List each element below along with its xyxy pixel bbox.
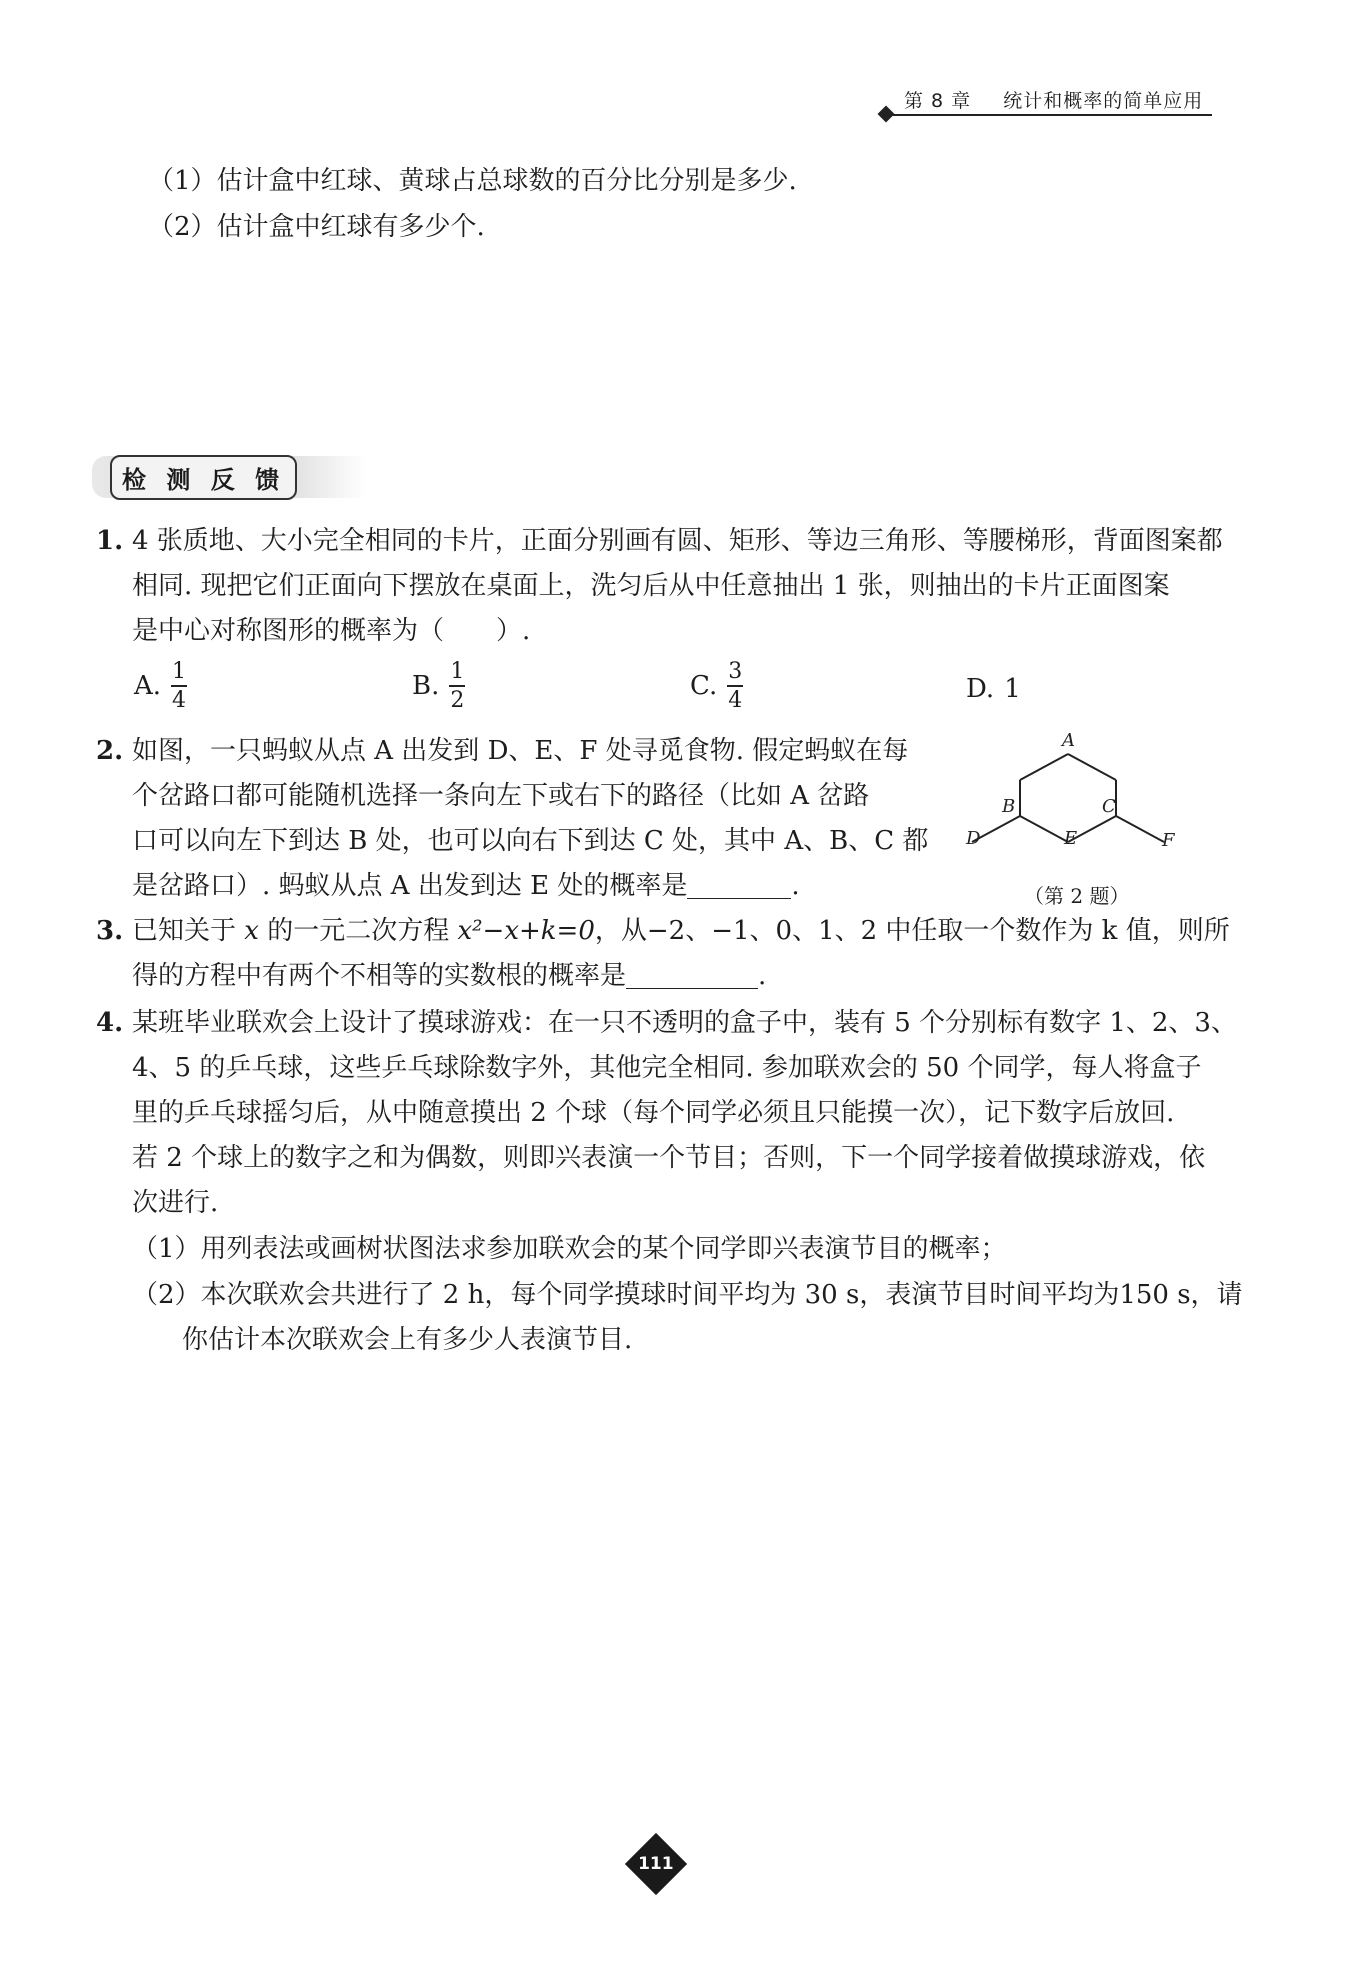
answer-blank[interactable] (687, 898, 791, 899)
q2-line-4: 是岔路口）. 蚂蚁从点 A 出发到达 E 处的概率是 . (132, 871, 800, 901)
q4-number: 4. (96, 1008, 124, 1038)
q3-line-1: 已知关于 x 的一元二次方程 x²−x+k=0，从−2、−1、0、1、2 中任取一个数作为 k 值，则所 (132, 916, 1230, 946)
q2-line-1: 如图，一只蚂蚁从点 A 出发到 D、E、F 处寻觅食物. 假定蚂蚁在每 (132, 736, 909, 766)
continuation-q1: （1）估计盒中红球、黄球占总球数的百分比分别是多少. (148, 166, 797, 196)
section-badge (92, 456, 366, 498)
page-number-badge (625, 1833, 687, 1895)
q2-line-3: 口可以向左下到达 B 处，也可以向右下到达 C 处，其中 A、B、C 都 (132, 826, 929, 856)
label-e: E (1064, 828, 1078, 849)
q1-line-3: 是中心对称图形的概率为（ ）. (132, 616, 531, 646)
q1-line-1: 4 张质地、大小完全相同的卡片，正面分别画有圆、矩形、等边三角形、等腰梯形，背面图案都 (132, 526, 1223, 556)
q1-number: 1. (96, 526, 124, 556)
label-b: B (1002, 796, 1016, 817)
q1-option-a: A. $\frac{1}{4}$ (134, 659, 187, 713)
label-c: C (1102, 796, 1116, 817)
continuation-q2: （2）估计盒中红球有多少个. (148, 212, 485, 242)
label-a: A (1062, 730, 1075, 751)
fraction: $\frac{1}{2}$ (450, 659, 465, 713)
q4-line-1: 某班毕业联欢会上设计了摸球游戏：在一只不透明的盒子中，装有 5 个分别标有数字 1、2、3、 (132, 1008, 1237, 1038)
q2-line-2: 个岔路口都可能随机选择一条向左下或右下的路径（比如 A 岔路 (132, 781, 870, 811)
header-diamond-icon (878, 106, 895, 123)
q1-option-c: C. $\frac{3}{4}$ (690, 659, 743, 713)
fraction: $\frac{3}{4}$ (728, 659, 743, 713)
answer-blank[interactable] (626, 988, 758, 989)
q3-number: 3. (96, 916, 124, 946)
chapter-title: 统计和概率的简单应用 (1003, 90, 1204, 112)
fraction: $\frac{1}{4}$ (172, 659, 187, 713)
q2-number: 2. (96, 736, 124, 766)
chapter-header (904, 86, 1203, 113)
chapter-number: 第 8 章 (904, 90, 972, 112)
label-f: F (1162, 830, 1175, 851)
q1-option-d: D. 1 (966, 674, 1021, 704)
section-title: 检 测 反 馈 (110, 455, 297, 500)
q1-line-2: 相同. 现把它们正面向下摆放在桌面上，洗匀后从中任意抽出 1 张，则抽出的卡片正面图案 (132, 571, 1170, 601)
label-d: D (966, 828, 981, 849)
q1-option-b: B. $\frac{1}{2}$ (412, 659, 465, 713)
q4-sub-2-line-2: 你估计本次联欢会上有多少人表演节目. (182, 1325, 633, 1355)
q2-path-figure (950, 720, 1190, 860)
header-rule (888, 114, 1212, 116)
q4-sub-1: （1）用列表法或画树状图法求参加联欢会的某个同学即兴表演节目的概率； (132, 1234, 1007, 1264)
q4-line-4: 若 2 个球上的数字之和为偶数，则即兴表演一个节目；否则，下一个同学接着做摸球游戏，依 (132, 1143, 1206, 1173)
q4-sub-2-line-1: （2）本次联欢会共进行了 2 h，每个同学摸球时间平均为 30 s，表演节目时间平均为150 s，请 (132, 1280, 1243, 1310)
q3-line-2: 得的方程中有两个不相等的实数根的概率是 . (132, 961, 767, 991)
page-number: 111 (638, 1854, 674, 1874)
equation: x²−x+k=0 (457, 916, 595, 946)
q4-line-2: 4、5 的乒乓球，这些乒乓球除数字外，其他完全相同. 参加联欢会的 50 个同学，每人将盒子 (132, 1053, 1202, 1083)
q4-line-5: 次进行. (132, 1188, 219, 1218)
q4-line-3: 里的乒乓球摇匀后，从中随意摸出 2 个球（每个同学必须且只能摸一次），记下数字后放回. (132, 1098, 1175, 1128)
figure-caption: （第 2 题） (1024, 884, 1130, 908)
